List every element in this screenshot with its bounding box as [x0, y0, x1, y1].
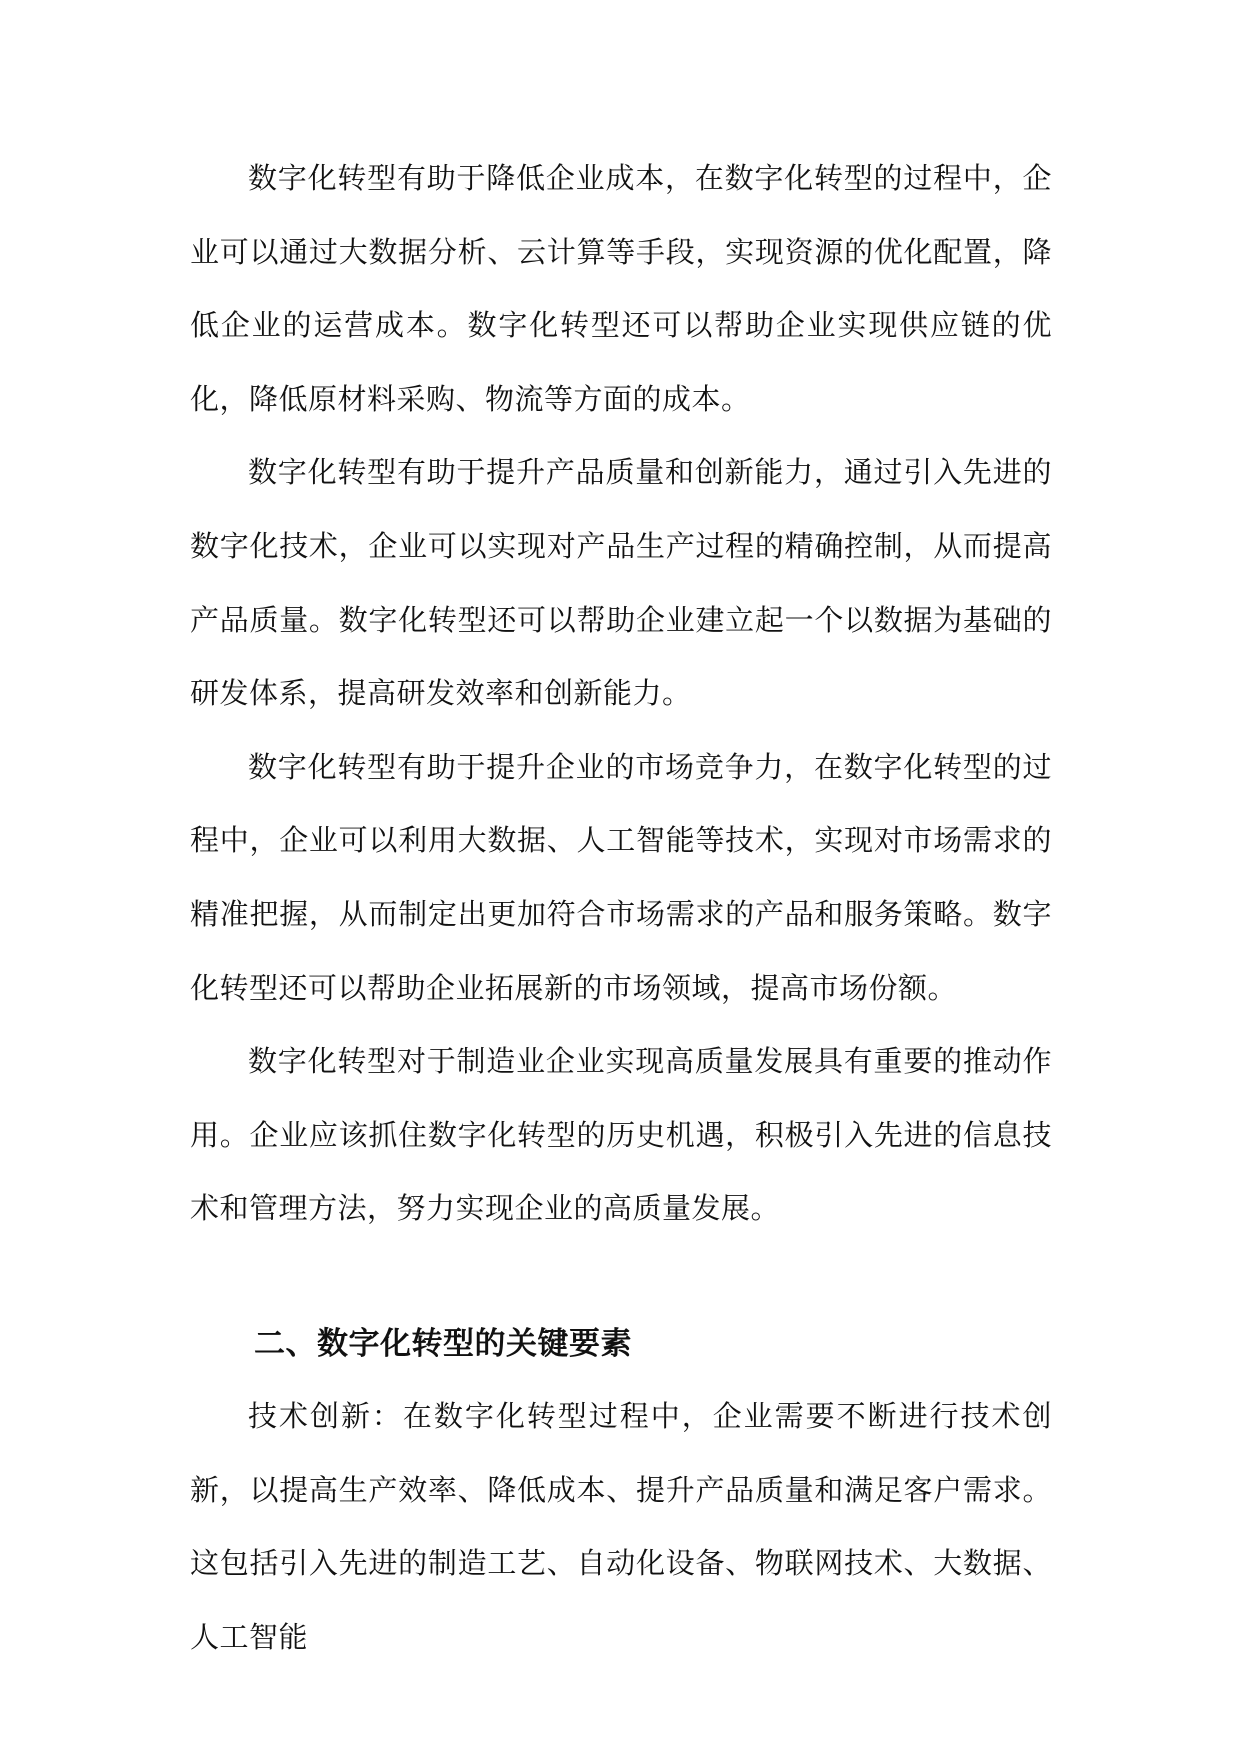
document-body	[190, 142, 1052, 1674]
paragraph-technology-innovation: 技术创新：在数字化转型过程中，企业需要不断进行技术创新，以提高生产效率、降低成本、提升产品质量和满足客户需求。这包括引入先进的制造工艺、自动化设备、物联网技术、大数据、人工智能	[190, 1398, 1052, 1654]
paragraph-cost-reduction: 数字化转型有助于降低企业成本，在数字化转型的过程中，企业可以通过大数据分析、云计算等手段，实现资源的优化配置，降低企业的运营成本。数字化转型还可以帮助企业实现供应链的优化，降低原材料采购、物流等方面的成本。	[190, 161, 1052, 416]
paragraph-market-competitiveness: 数字化转型有助于提升企业的市场竞争力，在数字化转型的过程中，企业可以利用大数据、人工智能等技术，实现对市场需求的精准把握，从而制定出更加符合市场需求的产品和服务策略。数字化转型还可以帮助企业拓展新的市场领域，提高市场份额。	[190, 749, 1052, 1005]
section-heading: 二、数字化转型的关键要素	[254, 1325, 632, 1362]
paragraph-high-quality-development: 数字化转型对于制造业企业实现高质量发展具有重要的推动作用。企业应该抓住数字化转型的历史机遇，积极引入先进的信息技术和管理方法，努力实现企业的高质量发展。	[190, 1044, 1052, 1226]
paragraph-quality-innovation: 数字化转型有助于提升产品质量和创新能力，通过引入先进的数字化技术，企业可以实现对产品生产过程的精确控制，从而提高产品质量。数字化转型还可以帮助企业建立起一个以数据为基础的研发体系，提高研发效率和创新能力。	[190, 455, 1052, 711]
